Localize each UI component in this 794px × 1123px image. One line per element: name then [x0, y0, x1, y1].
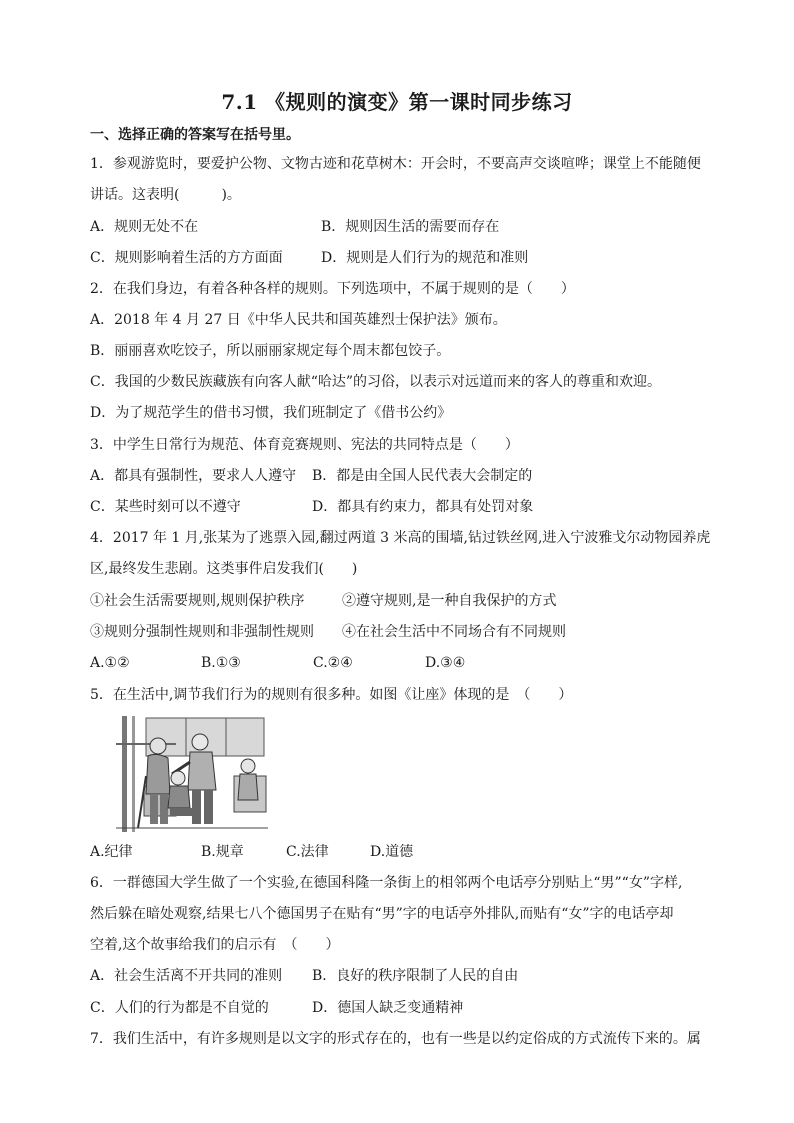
question-5-option-d: D.道德: [370, 844, 414, 860]
seat-offering-illustration: [116, 716, 268, 832]
question-5-stem: 5．在生活中,调节我们行为的规则有很多种。如图《让座》体现的是 （ ）: [90, 687, 573, 703]
question-3-option-b: B．都是由全国人民代表大会制定的: [312, 468, 533, 484]
question-6-option-d: D．德国人缺乏变通精神: [312, 1000, 464, 1016]
question-4-stem: 4．2017 年 1 月,张某为了逃票入园,翻过两道 3 米高的围墙,钻过铁丝网,进入宁波雅戈尔动物园养虎: [90, 530, 711, 546]
question-7-stem: 7．我们生活中，有许多规则是以文字的形式存在的，也有一些是以约定俗成的方式流传下来的。属: [90, 1031, 701, 1047]
question-2-option-a: A．2018 年 4 月 27 日《中华人民共和国英雄烈士保护法》颁布。: [90, 312, 507, 328]
question-3-option-a: A．都具有强制性，要求人人遵守: [90, 468, 297, 484]
question-1-stem: 1．参观游览时，要爱护公物、文物古迹和花草树木：开会时，不要高声交谈喧哗；课堂上不能随便: [90, 156, 701, 172]
question-4-option-d: D.③④: [425, 655, 466, 671]
page-title: 7.1 《规则的演变》第一课时同步练习: [221, 90, 573, 114]
question-4-statement-1: ①社会生活需要规则,规则保护秩序: [90, 593, 305, 609]
question-6-option-a: A．社会生活离不开共同的准则: [90, 968, 283, 984]
question-4-statement-4: ④在社会生活中不同场合有不同规则: [342, 624, 566, 640]
question-5-option-b: B.规章: [201, 844, 244, 860]
question-2-option-c: C．我国的少数民族藏族有向客人献“哈达”的习俗，以表示对远道而来的客人的尊重和欢迎。: [90, 374, 662, 390]
question-2-option-d: D．为了规范学生的借书习惯，我们班制定了《借书公约》: [90, 405, 452, 421]
section-heading: 一、选择正确的答案写在括号里。: [90, 127, 300, 143]
question-5-option-a: A.纪律: [90, 844, 133, 860]
question-1-option-a: A．规则无处不在: [90, 219, 199, 235]
question-6-stem: 6．一群德国大学生做了一个实验,在德国科隆一条街上的相邻两个电话亭分别贴上“男”“女”字样,: [90, 875, 683, 891]
question-2-option-b: B．丽丽喜欢吃饺子，所以丽丽家规定每个周末都包饺子。: [90, 343, 451, 359]
question-3-stem: 3．中学生日常行为规范、体育竞赛规则、宪法的共同特点是（ ）: [90, 437, 519, 453]
question-4-stem-cont: 区,最终发生悲剧。这类事件启发我们( ): [90, 561, 358, 577]
question-4-statement-3: ③规则分强制性规则和非强制性规则: [90, 624, 314, 640]
question-6-option-c: C．人们的行为都是不自觉的: [90, 1000, 269, 1016]
question-1-option-c: C．规则影响着生活的方方面面: [90, 250, 283, 266]
question-1-stem-cont: 讲话。这表明( )。: [90, 187, 241, 203]
question-2-stem: 2．在我们身边，有着各种各样的规则。下列选项中，不属于规则的是（ ）: [90, 281, 575, 297]
question-1-option-b: B．规则因生活的需要而存在: [321, 219, 500, 235]
question-6-stem-cont-2: 空着,这个故事给我们的启示有 （ ）: [90, 937, 340, 953]
question-1-option-d: D．规则是人们行为的规范和准则: [321, 250, 529, 266]
question-3-option-c: C．某些时刻可以不遵守: [90, 499, 241, 515]
question-6-stem-cont-1: 然后躲在暗处观察,结果七八个德国男子在贴有“男”字的电话亭外排队,而贴有“女”字的电话亭却: [90, 906, 674, 922]
question-6-option-b: B．良好的秩序限制了人民的自由: [312, 968, 519, 984]
question-4-option-b: B.①③: [201, 655, 241, 671]
question-4-option-c: C.②④: [313, 655, 353, 671]
question-4-statement-2: ②遵守规则,是一种自我保护的方式: [342, 593, 557, 609]
question-3-option-d: D．都具有约束力，都具有处罚对象: [312, 499, 534, 515]
question-4-option-a: A.①②: [90, 655, 130, 671]
question-5-option-c: C.法律: [286, 844, 329, 860]
